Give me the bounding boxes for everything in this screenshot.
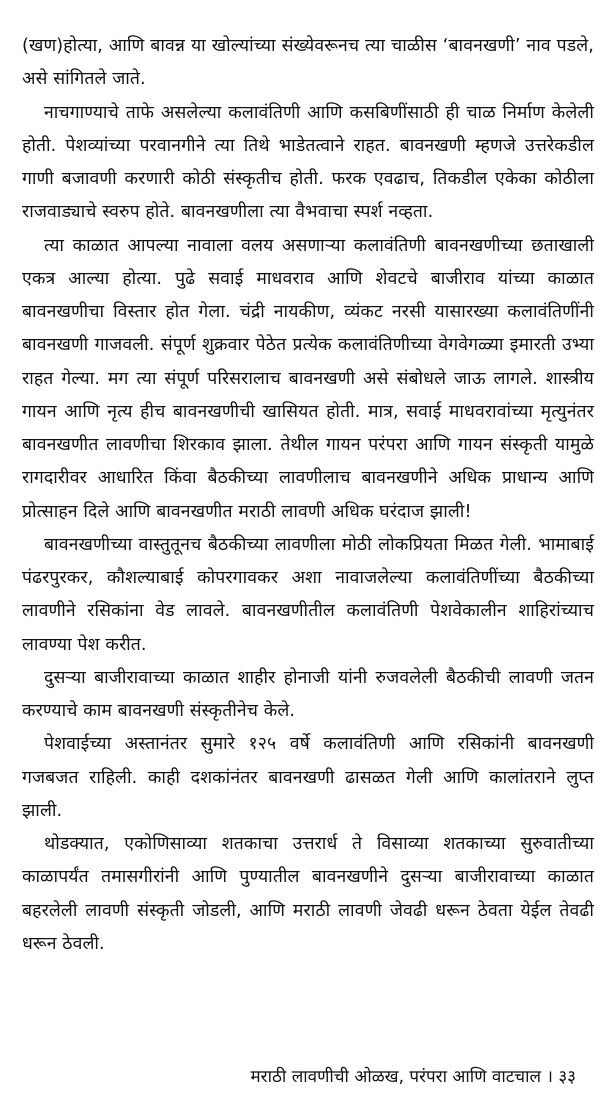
paragraph-5: दुसऱ्या बाजीरावाच्या काळात शाहीर होनाजी यांनी रुजवलेली बैठकीची लावणी जतन करण्याचे काम बावनखणी संस्कृतीनेच केले.	[22, 667, 594, 721]
running-title: मराठी लावणीची ओळख, परंपरा आणि वाटचाल	[250, 1067, 542, 1087]
page-number: ३३	[558, 1067, 576, 1087]
paragraph-6: पेशवाईच्या अस्तानंतर सुमारे १२५ वर्षे कलावंतिणी आणि रसिकांनी बावनखणी गजबजत राहिली. काही दशकांनंतर बावनखणी ढासळत गेली आणि कालांतराने लुप्त झाली.	[22, 734, 594, 821]
paragraph-4: बावनखणीच्या वास्तुतूनच बैठकीच्या लावणीला मोठी लोकप्रियता मिळत गेली. भामाबाई पंढरपुरकर, कौशल्याबाई कोपरगावकर अशा नावाजलेल्या कलावंतिणींच्या बैठकीच्या लावणीने रसिकांना वेड लावले. बावनखणीतील कलावंतिणी पेशवेकालीन शाहिरांच्याच लावण्या पेश करीत.	[22, 534, 594, 655]
paragraph-2: नाचगाण्याचे ताफे असलेल्या कलावंतिणी आणि कसबिणींसाठी ही चाळ निर्माण केलेली होती. पेशव्यांच्या परवानगीने त्या तिथे भाडेतत्वाने राहत. बावनखणी म्हणजे उत्तरेकडील गाणी बजावणी करणारी कोठी संस्कृतीच होती. फरक एवढाच, तिकडील एकेका कोठीला राजवाड्याचे स्वरुप होते. बावनखणीला त्या वैभवाचा स्पर्श नव्हता.	[22, 102, 594, 223]
page-body	[22, 30, 594, 961]
footer-separator: ।	[546, 1067, 553, 1087]
paragraph-7: थोडक्यात, एकोणिसाव्या शतकाचा उत्तरार्ध ते विसाव्या शतकाच्या सुरुवातीच्या काळापर्यंत तमासगीरांनी आणि पुण्यातील बावनखणीने दुसऱ्या बाजीरावाच्या काळात बहरलेली लावणी संस्कृती जोडली, आणि मराठी लावणी जेवढी धरून ठेवता येईल तेवढी धरून ठेवली.	[22, 834, 594, 954]
paragraph-1: (खण)होत्या, आणि बावन्न या खोल्यांच्या संख्येवरूनच त्या चाळीस ‘बावनखणी’ नाव पडले, असे सांगितले जाते.	[22, 36, 594, 90]
paragraph-3: त्या काळात आपल्या नावाला वलय असणाऱ्या कलावंतिणी बावनखणीच्या छताखाली एकत्र आल्या होत्या. पुढे सवाई माधवराव आणि शेवटचे बाजीराव यांच्या काळात बावनखणीचा विस्तार होत गेला. चंद्री नायकीण, व्यंकट नरसी यासारख्या कलावंतिणींनी बावनखणी गाजवली. संपूर्ण शुक्रवार पेठेत प्रत्येक कलावंतिणीच्या वेगवेगळ्या इमारती उभ्या राहत गेल्या. मग त्या संपूर्ण परिसरालाच बावनखणी असे संबोधले जाऊ लागले. शास्त्रीय गायन आणि नृत्य हीच बावनखणीची खासियत होती. मात्र, सवाई माधवरावांच्या मृत्युनंतर बावनखणीत लावणीचा शिरकाव झाला. तेथील गायन परंपरा आणि गायन संस्कृती यामुळे रागदारीवर आधारित किंवा बैठकीच्या लावणीलाच बावनखणीने अधिक प्राधान्य आणि प्रोत्साहन दिले आणि बावनखणीत मराठी लावणी अधिक घरंदाज झाली!	[22, 235, 594, 522]
page-footer	[250, 1064, 576, 1090]
